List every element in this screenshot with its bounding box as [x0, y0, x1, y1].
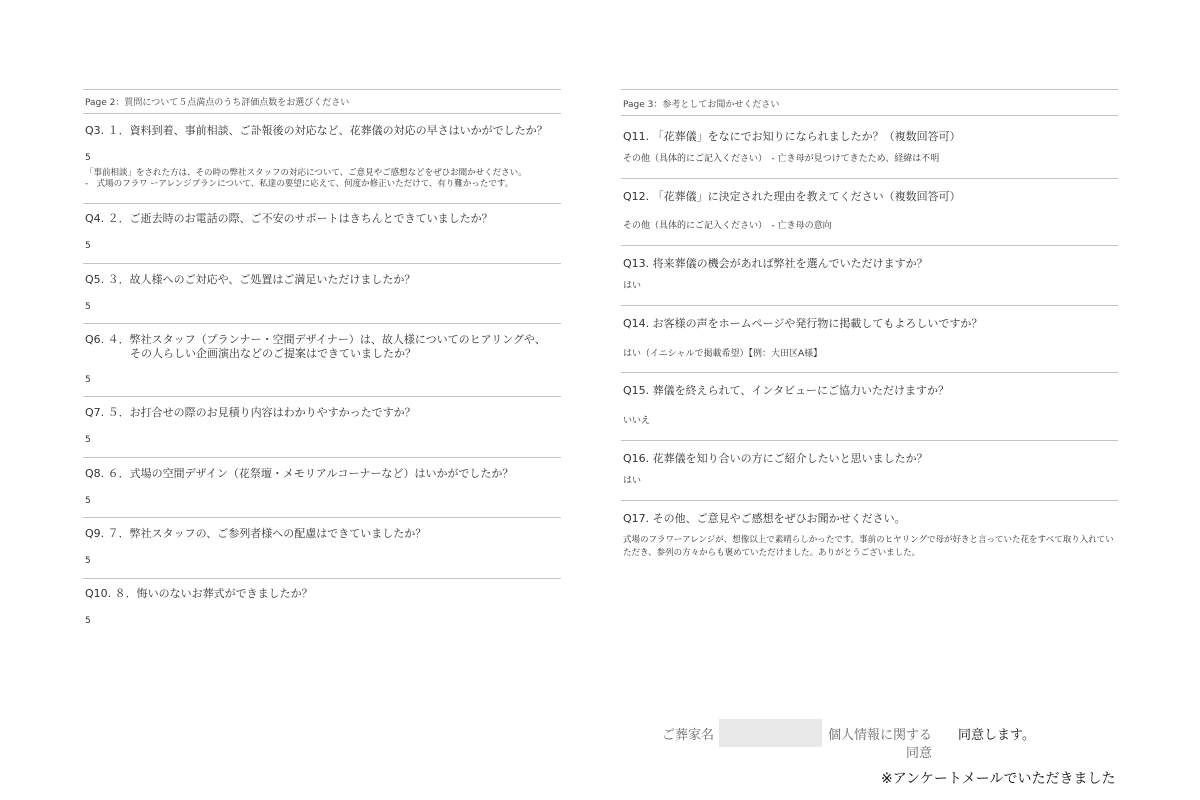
family-name-field[interactable] [719, 719, 822, 747]
question-text: Q10. ８．悔いのないお葬式ができましたか？ [85, 587, 313, 600]
answer-score: 5 [85, 153, 91, 163]
privacy-label: 個人情報に関する [828, 728, 933, 743]
answer-score: 5 [85, 616, 91, 626]
divider [83, 113, 561, 114]
answer-text: はい（イニシャルで掲載希望）【例：大田区A様】 [623, 349, 823, 359]
answer-score: 5 [85, 435, 91, 445]
divider [621, 372, 1118, 373]
question-text: Q13. 将来葬儀の機会があれば弊社を選んでいただけますか？ [623, 257, 928, 270]
question-text: Q14. お客様の声をホームページや発行物に掲載してもよろしいですか？ [623, 317, 983, 330]
section-header: Page 3：参考としてお聞かせください [623, 100, 780, 110]
question-text: Q3. １．資料到着、事前相談、ご訃報後の対応など、花葬儀の対応の早さはいかがでしたか？ [85, 124, 548, 137]
answer-score: 5 [85, 302, 91, 312]
divider [83, 203, 561, 204]
source-note: ※アンケートメールでいただきました [881, 771, 1116, 787]
answer-text: はい [623, 476, 642, 486]
answer-score: 5 [85, 556, 91, 566]
divider [83, 457, 561, 458]
question-text: Q4. ２．ご逝去時のお電話の際、ご不安のサポートはきちんとできていましたか？ [85, 212, 493, 225]
answer-text: 式場のフラワーアレンジが、想像以上で素晴らしかったです。事前のヒヤリングで母が好きと言っていた花をすべて取り入れていただき、参列の方々からも褒めていただけました。ありがとうございました。 [623, 535, 1114, 558]
privacy-label-2: 同意 [906, 746, 933, 761]
question-text: Q11. 「花葬儀」をなにでお知りになられましたか？（複数回答可） [623, 130, 961, 143]
question-text: Q7. ５．お打合せの際のお見積り内容はわかりやすかったですか？ [85, 406, 416, 419]
question-text-line2: その人らしい企画演出などのご提案はできていましたか？ [130, 347, 416, 360]
divider [83, 263, 561, 264]
divider [621, 500, 1118, 501]
question-text: Q17. その他、ご意見やご感想をぜひお聞かせください。 [623, 512, 906, 525]
question-text: Q16. 花葬儀を知り合いの方にご紹介したいと思いましたか？ [623, 452, 928, 465]
divider [83, 517, 561, 518]
answer-comment: 「事前相談」をされた方は、その時の弊社スタッフの対応について、ご意見やご感想などをぜひお聞かせください。 [85, 168, 527, 178]
answer-score: 5 [85, 241, 91, 251]
answer-text: その他（具体的にご記入ください） - 亡き母が見つけてきたため、経緯は不明 [623, 154, 940, 164]
question-text: Q5. ３．故人様へのご対応や、ご処置はご満足いただけましたか？ [85, 273, 416, 286]
answer-text: いいえ [623, 416, 651, 426]
question-text: Q12. 「花葬儀」に決定された理由を教えてください（複数回答可） [623, 190, 961, 203]
divider [621, 245, 1118, 246]
divider [621, 305, 1118, 306]
divider [621, 115, 1118, 116]
divider [621, 440, 1118, 441]
question-text: Q8. ６．式場の空間デザイン（花祭壇・メモリアルコーナーなど）はいかがでしたか？ [85, 467, 514, 480]
question-text: Q6. ４．弊社スタッフ（プランナー・空間デザイナー）は、故人様についてのヒアリングや、 [85, 333, 546, 346]
privacy-consent-value: 同意します。 [958, 728, 1035, 743]
divider [83, 89, 561, 90]
answer-text: はい [623, 281, 642, 291]
divider [83, 323, 561, 324]
divider [83, 396, 561, 397]
question-text: Q9. ７．弊社スタッフの、ご参列者様への配慮はできていましたか？ [85, 527, 427, 540]
answer-score: 5 [85, 375, 91, 385]
answer-comment: - 式場のフラワ ーアレンジプランについて、私達の要望に応えて、何度か修正いただけて、有り難かったです。 [85, 179, 514, 189]
section-header: Page 2：質問について５点満点のうち評価点数をお選びください [85, 98, 350, 108]
answer-score: 5 [85, 496, 91, 506]
divider [621, 178, 1118, 179]
family-name-label: ご葬家名 [662, 728, 715, 743]
answer-text: その他（具体的にご記入ください） - 亡き母の意向 [623, 221, 832, 231]
divider [621, 89, 1118, 90]
divider [83, 578, 561, 579]
question-text: Q15. 葬儀を終えられて、インタビューにご協力いただけますか？ [623, 384, 949, 397]
